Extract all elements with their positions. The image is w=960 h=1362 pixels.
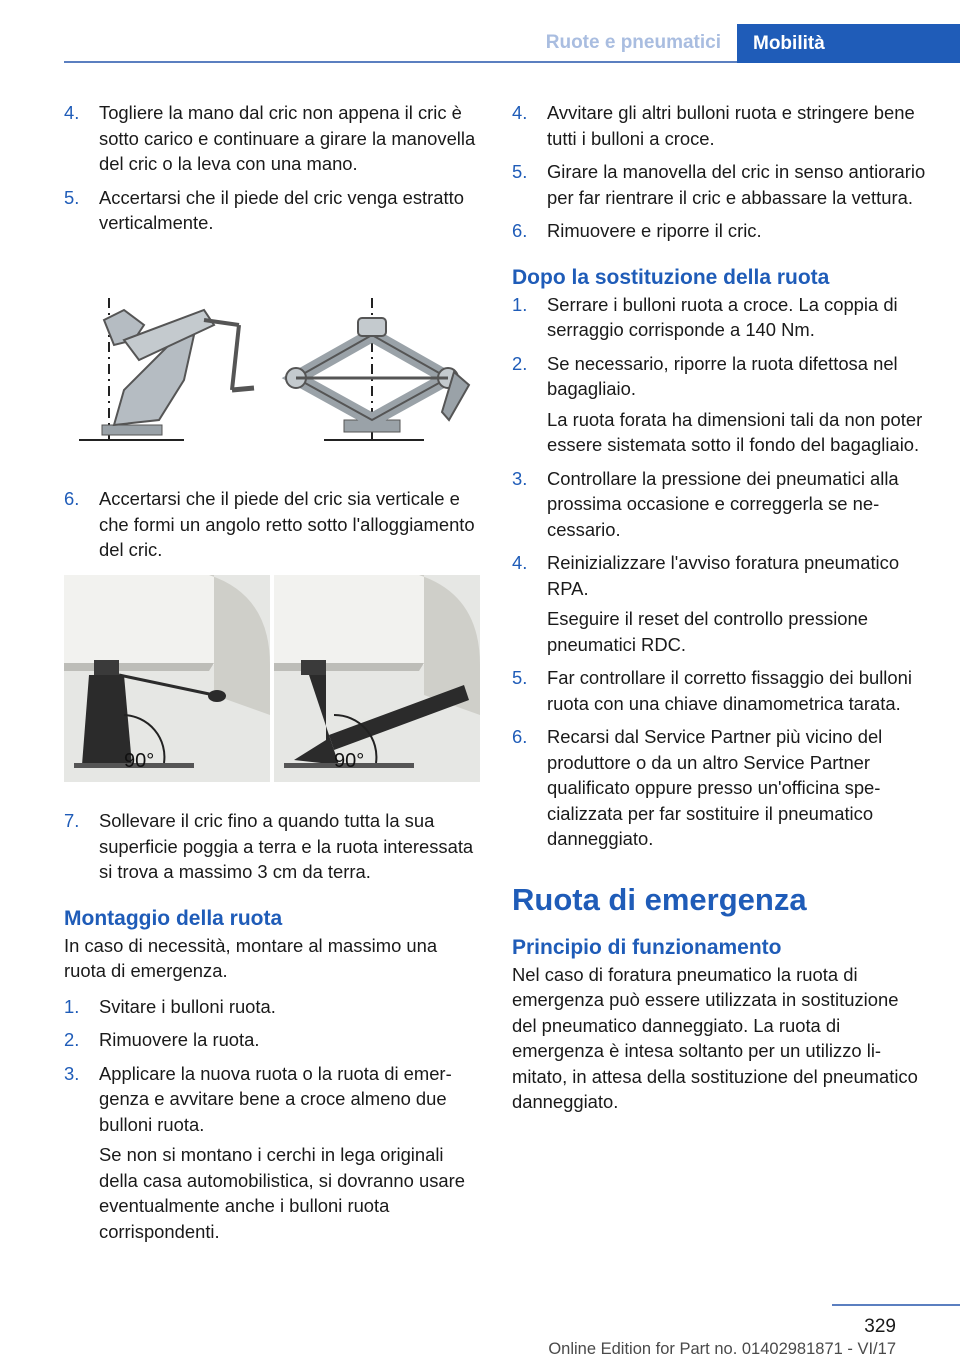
step-text: Svitare i bulloni ruota. xyxy=(99,995,276,1017)
after-step-1 xyxy=(512,292,928,343)
after-step-2 xyxy=(512,351,928,402)
step-5 xyxy=(64,185,480,236)
step-5-right xyxy=(512,159,928,210)
principle-text: Nel caso di foratura pneumatico la ruota di emergenza può essere utilizzata in sostituzione del pneumatico danneggiato. La ruota di emergenza è intesa soltanto per un utilizzo limitato, in attesa della sostituzione del pneumatico danneggiato. xyxy=(512,963,918,1112)
after-step-5 xyxy=(512,665,928,716)
jack-side-view xyxy=(79,298,254,440)
step-number: 2. xyxy=(512,352,528,374)
mount-heading: Montaggio della ruota xyxy=(64,906,283,930)
right-column xyxy=(512,100,928,1125)
after-step-4 xyxy=(512,550,928,601)
after-step-2-note: La ruota forata ha dimensioni tali da non poter essere sistemata sotto il fondo del bagagliaio. xyxy=(547,408,923,455)
step-number: 1. xyxy=(64,995,80,1017)
step-number: 7. xyxy=(64,810,80,831)
section-title: Ruota di emergenza xyxy=(512,881,807,917)
step-text: Avvitare gli altri bulloni ruota e stringere bene tutti i bulloni a croce. xyxy=(547,102,915,149)
step-number: 3. xyxy=(64,1062,80,1084)
step-number: 6. xyxy=(512,220,528,241)
step-7 xyxy=(64,808,480,885)
mount-note: Se non si montano i cerchi in lega originali della casa automobilistica, si dovranno usare eventualmente anche i bulloni ruota corrispondenti. xyxy=(99,1144,465,1242)
step-text: Rimuovere la ruota. xyxy=(99,1029,260,1050)
tab-section[interactable]: Ruote e pneumatici xyxy=(545,32,721,53)
after-step-4-note: Eseguire il reset del controllo pressione pneumatici RDC. xyxy=(547,608,868,655)
step-text: Recarsi dal Service Partner più vicino del produttore o da un altro Service Partner qualificato oppure presso un'officina specializzata per far sostituire il pneumatico danneggiato. xyxy=(547,726,883,849)
step-6-right xyxy=(512,218,928,244)
step-text: Sollevare il cric fino a quando tutta la sua superficie poggia a terra e la ruota interessata si trova a massimo 3 cm da terra. xyxy=(99,810,474,882)
after-step-6 xyxy=(512,724,928,852)
step-number: 1. xyxy=(512,293,528,315)
left-column-top xyxy=(64,100,480,244)
step-text: Accertarsi che il piede del cric venga estratto verticalmente. xyxy=(99,186,464,233)
after-heading: Dopo la sostituzione della ruota xyxy=(512,265,830,289)
principle-heading: Principio di funzionamento xyxy=(512,935,782,959)
step-number: 4. xyxy=(64,102,80,123)
page-number: 329 xyxy=(864,1316,896,1337)
step-text: Girare la manovella del cric in senso antiorario per far rientrare il cric e abbassare la vettura. xyxy=(547,161,926,208)
edition-footer: Online Edition for Part no. 01402981871 - VI/17 xyxy=(548,1340,896,1358)
step-number: 6. xyxy=(512,726,528,747)
left-column-lower xyxy=(64,808,480,1252)
step-6 xyxy=(64,486,480,563)
step-number: 5. xyxy=(512,161,528,182)
step-text: Far controllare il corretto fissaggio dei bulloni ruota con una chiave dinamometrica tarata. xyxy=(547,667,912,714)
step-number: 4. xyxy=(512,102,528,123)
footer-rule xyxy=(832,1304,960,1306)
step-number: 4. xyxy=(512,552,528,573)
mount-step-3 xyxy=(64,1061,480,1138)
step-text: Rimuovere e riporre il cric. xyxy=(547,220,762,241)
step-number: 2. xyxy=(64,1029,80,1050)
mount-step-1 xyxy=(64,994,480,1020)
angle-label-left: 90° xyxy=(124,750,155,772)
jack-front-view xyxy=(286,298,469,440)
angle-label-right: 90° xyxy=(334,750,365,772)
step-number: 3. xyxy=(512,467,528,489)
step-text: Serrare i bulloni ruota a croce. La coppia di serraggio corrisponde a 140 Nm. xyxy=(547,293,898,340)
step-text: Togliere la mano dal cric non appena il cric è sotto carico e continuare a girare la manovella del cric o la leva con una mano. xyxy=(99,102,476,174)
left-column-step6 xyxy=(64,486,480,571)
step-number: 5. xyxy=(64,186,80,208)
step-text: Se necessario, riporre la ruota difettosa nel bagagliaio. xyxy=(547,352,898,399)
tab-chapter[interactable]: Mobilità xyxy=(737,24,960,63)
step-4 xyxy=(64,100,480,177)
jack-placement-figure xyxy=(64,575,480,782)
step-number: 6. xyxy=(64,488,80,509)
step-4-right xyxy=(512,100,928,151)
step-text: Applicare la nuova ruota o la ruota di emergenza e avvitare bene a croce almeno due bulloni ruota. xyxy=(99,1062,452,1135)
step-text: Reinizializzare l'avviso foratura pneumatico RPA. xyxy=(547,552,900,599)
step-text: Accertarsi che il piede del cric sia verticale e che formi un angolo retto sotto l'alloggiamento del cric. xyxy=(99,488,475,560)
after-step-3 xyxy=(512,466,928,543)
mount-intro: In caso di necessità, montare al massimo una ruota di emergenza. xyxy=(64,934,438,981)
step-text: Controllare la pressione dei pneumatici alla prossima occasione e correggerla se necessario. xyxy=(547,467,899,540)
scissor-jack-figure xyxy=(64,280,480,448)
step-number: 5. xyxy=(512,667,528,688)
mount-step-2 xyxy=(64,1027,480,1053)
